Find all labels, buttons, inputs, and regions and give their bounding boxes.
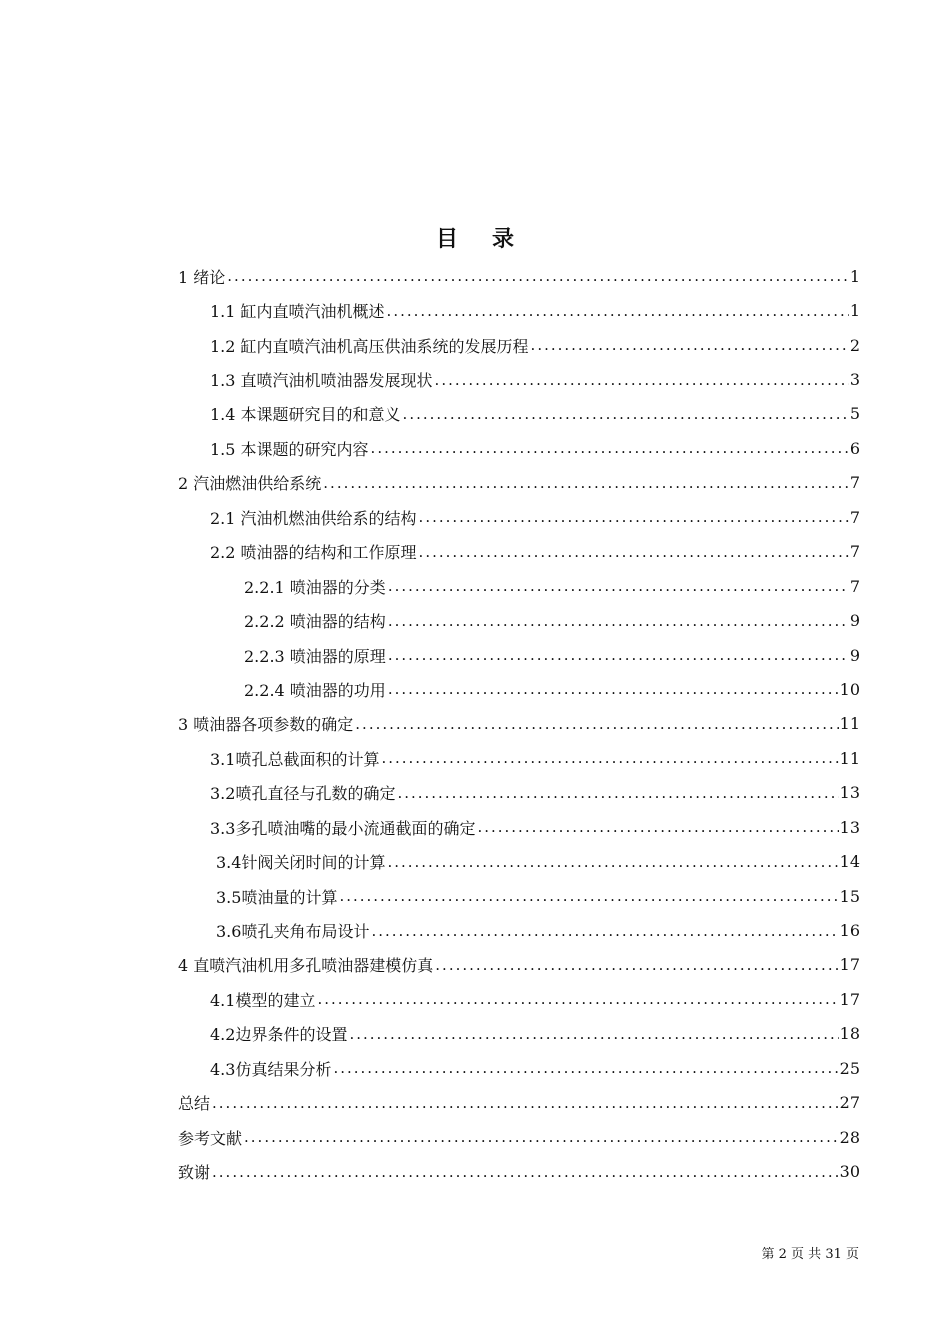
toc-entry-label: 1 绪论 (178, 265, 226, 288)
toc-entry-label: 1.2 缸内直喷汽油机高压供油系统的发展历程 (210, 334, 530, 357)
toc-entry-page: 7 (849, 507, 860, 527)
toc-entry-page: 7 (849, 473, 860, 493)
toc-entry-label: 参考文献 (178, 1126, 243, 1149)
toc-entry-3-3[interactable] (178, 810, 860, 844)
toc-entry-label: 1.4 本课题研究目的和意义 (210, 402, 402, 425)
toc-entry-3-1[interactable] (178, 741, 860, 775)
toc-leader-dots (317, 990, 838, 1008)
toc-entry-page: 16 (839, 921, 860, 941)
toc-entry-page: 7 (849, 542, 860, 562)
toc-leader-dots (397, 784, 838, 802)
toc-entry-1-1[interactable] (178, 293, 860, 327)
toc-entry-page: 17 (839, 955, 860, 975)
toc-leader-dots (244, 1128, 839, 1146)
toc-entry-1-3[interactable] (178, 362, 860, 396)
toc-entry-acknowledgements[interactable] (178, 1154, 860, 1188)
toc-entry-page: 5 (849, 404, 860, 424)
toc-entry-label: 4.2边界条件的设置 (210, 1022, 348, 1045)
toc-entry-page: 14 (839, 852, 860, 872)
toc-entry-2-1[interactable] (178, 500, 860, 534)
toc-leader-dots (323, 474, 849, 492)
toc-entry-page: 25 (839, 1058, 860, 1078)
toc-leader-dots (227, 267, 849, 285)
toc-entry-page: 9 (849, 611, 860, 631)
toc-leader-dots (403, 405, 849, 423)
toc-entry-label: 3 喷油器各项参数的确定 (178, 712, 354, 735)
toc-leader-dots (435, 371, 849, 389)
toc-entry-page: 13 (839, 783, 860, 803)
toc-entry-label: 2.2.4 喷油器的功用 (244, 678, 387, 701)
toc-leader-dots (419, 508, 849, 526)
toc-entry-label: 1.5 本课题的研究内容 (210, 437, 370, 460)
toc-entry-page: 1 (849, 301, 860, 321)
toc-entry-label: 致谢 (178, 1160, 211, 1183)
toc-leader-dots (388, 612, 849, 630)
toc-leader-dots (419, 543, 849, 561)
toc-entry-1-2[interactable] (178, 328, 860, 362)
toc-leader-dots (435, 956, 838, 974)
toc-entry-label: 2.1 汽油机燃油供给系的结构 (210, 506, 418, 529)
toc-entry-label: 2.2.1 喷油器的分类 (244, 575, 387, 598)
toc-entry-page: 11 (839, 748, 860, 768)
toc-entry-summary[interactable] (178, 1086, 860, 1120)
toc-entry-4[interactable] (178, 948, 860, 982)
toc-entry-label: 总结 (178, 1091, 211, 1114)
toc-entry-page: 18 (839, 1024, 860, 1044)
toc-entry-2-2-4[interactable] (178, 672, 860, 706)
toc-entry-1-4[interactable] (178, 397, 860, 431)
toc-entry-label: 2.2 喷油器的结构和工作原理 (210, 540, 418, 563)
toc-entry-3[interactable] (178, 707, 860, 741)
toc-entry-label: 4 直喷汽油机用多孔喷油器建模仿真 (178, 953, 434, 976)
toc-entry-label: 2.2.2 喷油器的结构 (244, 609, 387, 632)
toc-entry-3-4[interactable] (178, 844, 860, 878)
toc-entry-2-2-2[interactable] (178, 603, 860, 637)
toc-leader-dots (371, 922, 838, 940)
toc-leader-dots (339, 887, 838, 905)
toc-title-char-1: 目 (435, 226, 458, 252)
toc-title-char-2: 录 (492, 226, 515, 252)
toc-entry-page: 11 (839, 714, 860, 734)
toc-entry-page: 13 (839, 817, 860, 837)
toc-entry-label: 3.2喷孔直径与孔数的确定 (210, 781, 396, 804)
toc-entry-1[interactable] (178, 259, 860, 293)
toc-leader-dots (388, 646, 849, 664)
toc-entry-2-2-1[interactable] (178, 569, 860, 603)
toc-leader-dots (388, 680, 839, 698)
toc-entry-3-6[interactable] (178, 913, 860, 947)
toc-entry-4-1[interactable] (178, 982, 860, 1016)
toc-entry-label: 2 汽油燃油供给系统 (178, 471, 322, 494)
toc-entry-page: 9 (849, 645, 860, 665)
toc-entry-3-5[interactable] (178, 879, 860, 913)
toc-entry-2-2[interactable] (178, 535, 860, 569)
toc-entry-page: 3 (849, 370, 860, 390)
toc-entry-page: 28 (839, 1127, 860, 1147)
toc-title (0, 222, 950, 253)
page-footer: 第 2 页 共 31 页 (761, 1247, 859, 1262)
toc-entry-page: 1 (849, 266, 860, 286)
toc-entry-1-5[interactable] (178, 431, 860, 465)
toc-entry-label: 4.3仿真结果分析 (210, 1057, 332, 1080)
toc-entry-page: 7 (849, 576, 860, 596)
toc-entry-label: 3.3多孔喷油嘴的最小流通截面的确定 (210, 816, 476, 839)
toc-leader-dots (333, 1059, 838, 1077)
toc-leader-dots (477, 818, 838, 836)
toc-leader-dots (355, 715, 838, 733)
toc-entry-label: 3.6喷孔夹角布局设计 (216, 919, 370, 942)
toc-leader-dots (212, 1163, 839, 1181)
toc-entry-label: 3.1喷孔总截面积的计算 (210, 747, 380, 770)
toc-entry-4-3[interactable] (178, 1051, 860, 1085)
toc-entry-label: 1.1 缸内直喷汽油机概述 (210, 299, 386, 322)
toc-entry-label: 1.3 直喷汽油机喷油器发展现状 (210, 368, 434, 391)
toc-entry-page: 30 (839, 1162, 860, 1182)
toc-leader-dots (531, 336, 849, 354)
toc-leader-dots (381, 749, 838, 767)
toc-entry-4-2[interactable] (178, 1017, 860, 1051)
toc-leader-dots (371, 439, 849, 457)
toc-leader-dots (387, 302, 849, 320)
toc-entry-label: 3.5喷油量的计算 (216, 885, 338, 908)
toc-leader-dots (212, 1094, 839, 1112)
toc-list (178, 259, 860, 1189)
toc-entry-3-2[interactable] (178, 776, 860, 810)
toc-entry-references[interactable] (178, 1120, 860, 1154)
toc-leader-dots (388, 577, 849, 595)
toc-entry-label: 4.1模型的建立 (210, 988, 316, 1011)
toc-entry-page: 6 (849, 438, 860, 458)
toc-entry-page: 27 (839, 1093, 860, 1113)
toc-entry-2-2-3[interactable] (178, 638, 860, 672)
toc-entry-page: 15 (839, 886, 860, 906)
toc-entry-page: 10 (839, 679, 860, 699)
toc-entry-label: 2.2.3 喷油器的原理 (244, 644, 387, 667)
toc-entry-2[interactable] (178, 466, 860, 500)
toc-entry-page: 17 (839, 989, 860, 1009)
toc-entry-label: 3.4针阀关闭时间的计算 (216, 850, 386, 873)
toc-entry-page: 2 (849, 335, 860, 355)
toc-leader-dots (387, 853, 838, 871)
toc-leader-dots (349, 1025, 838, 1043)
